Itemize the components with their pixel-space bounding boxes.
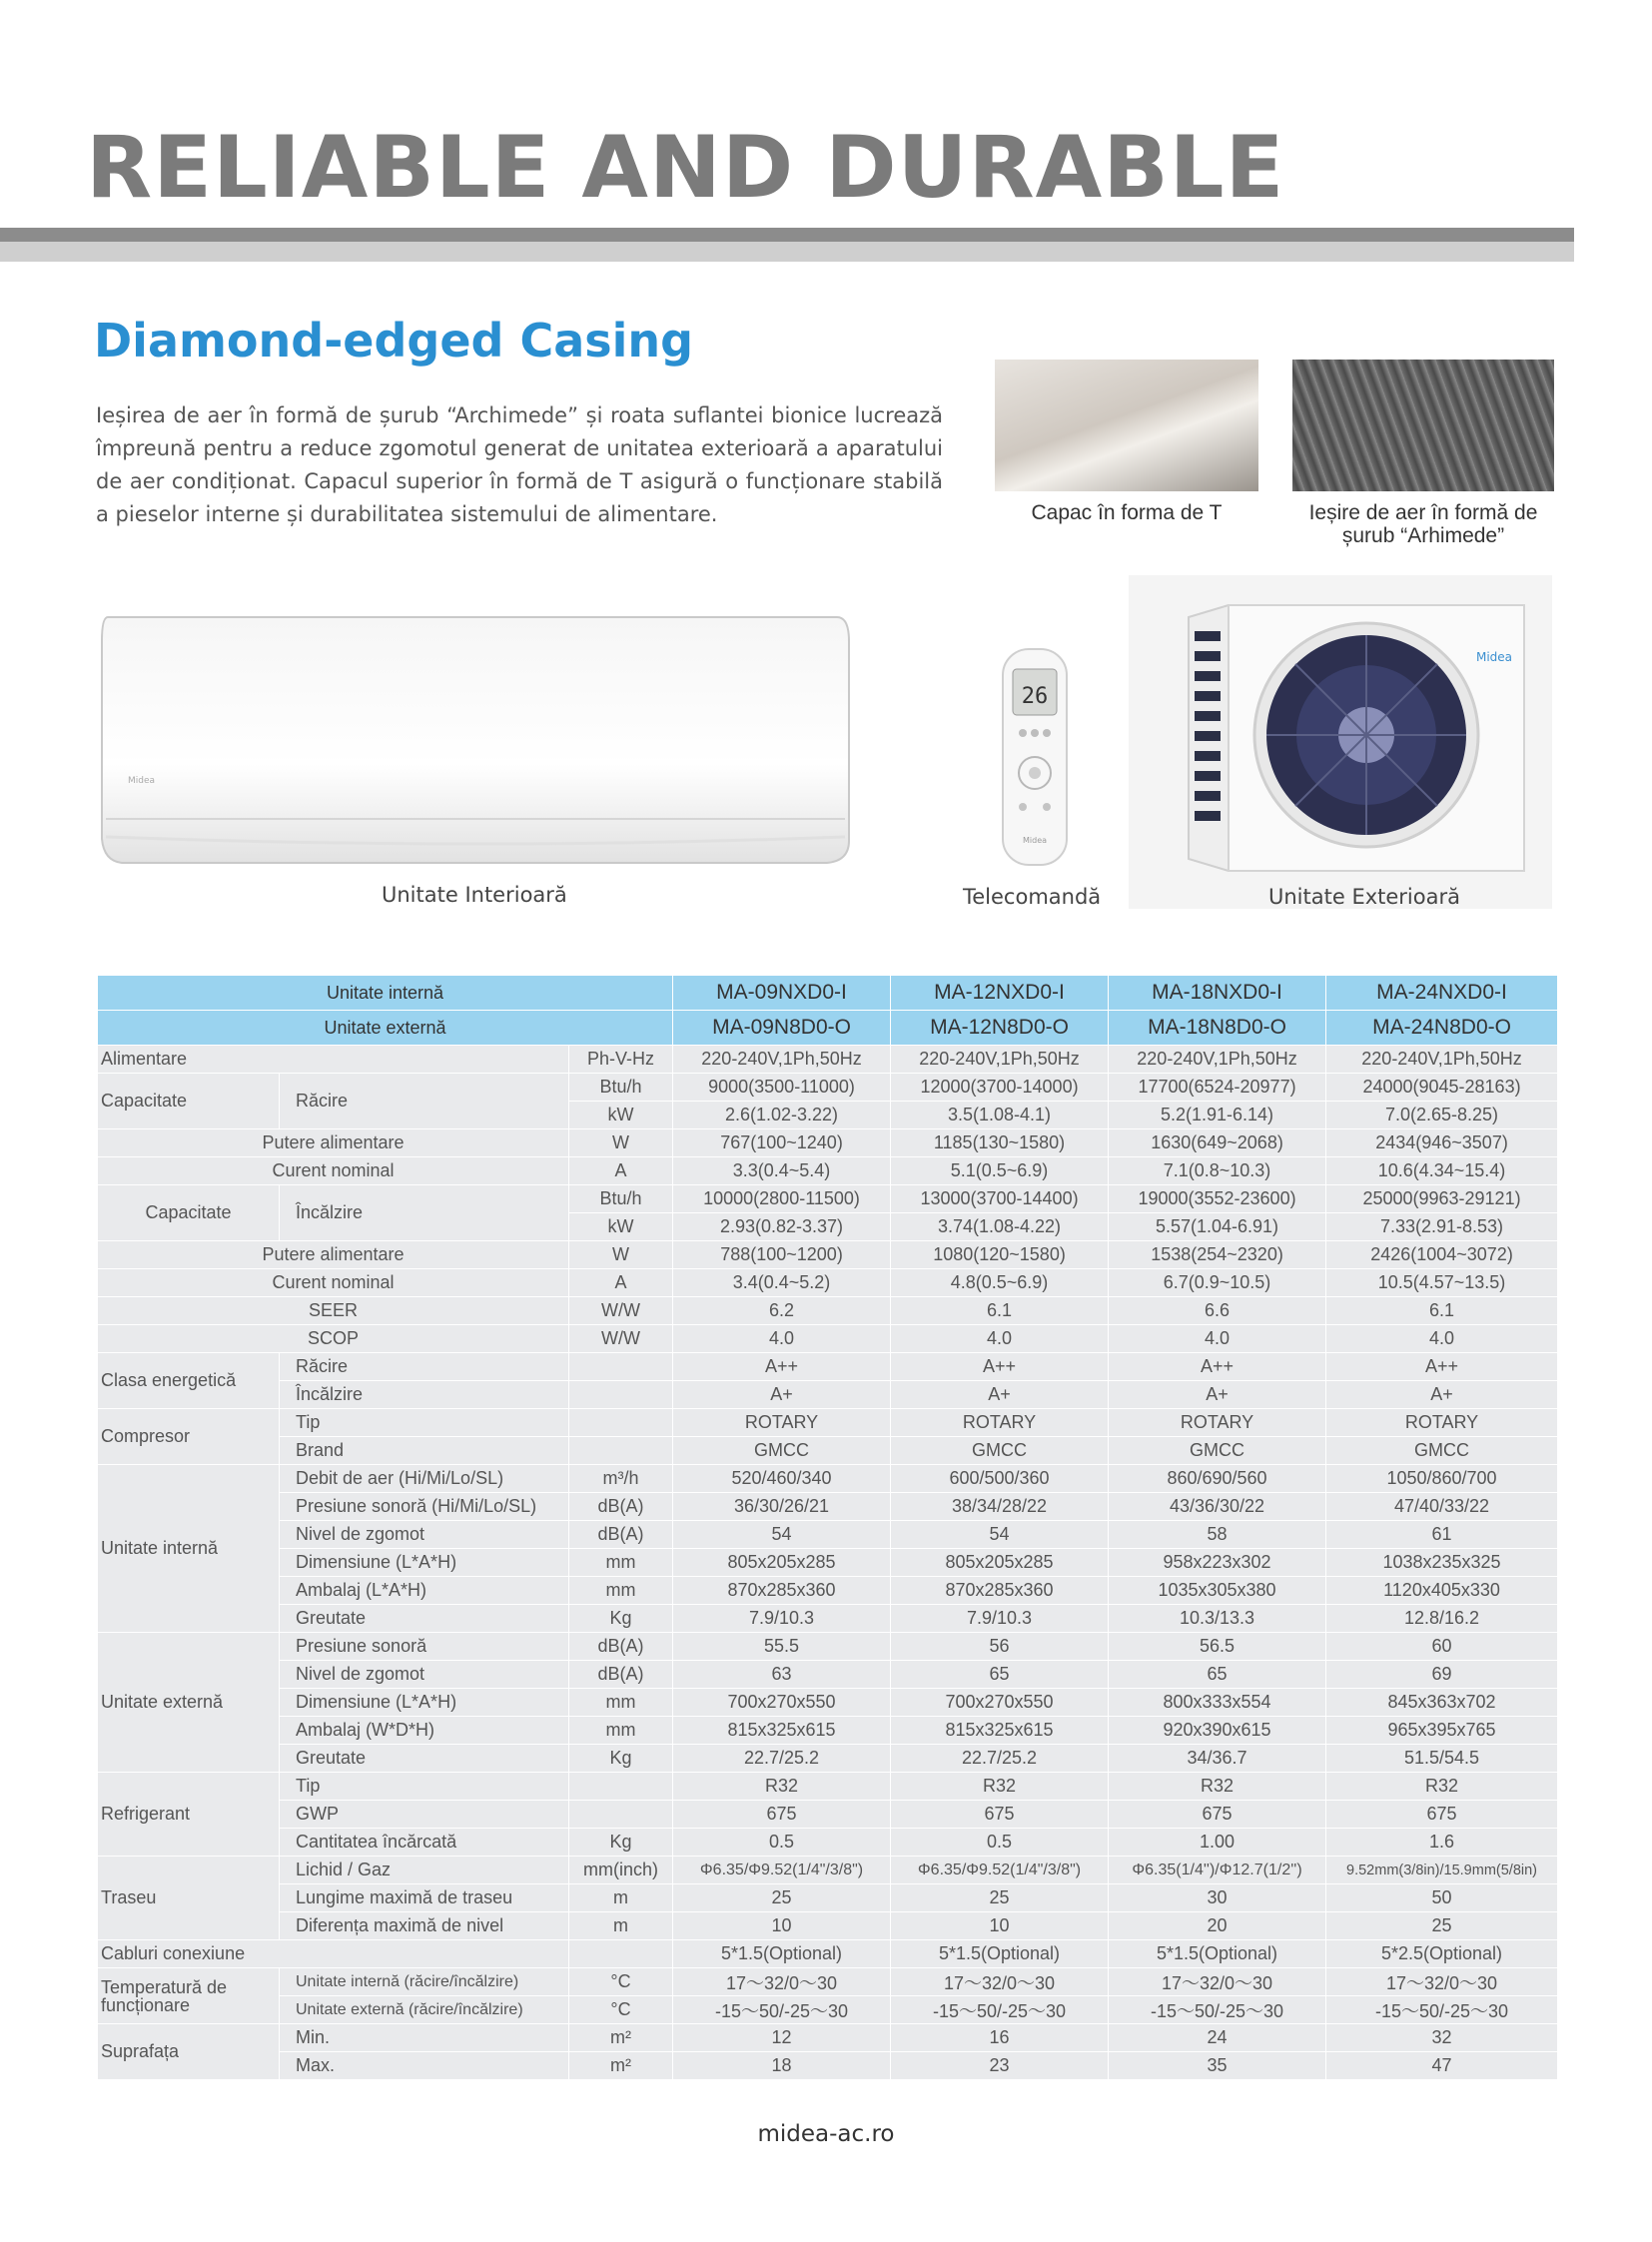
indoor-unit-label: Unitate Interioară <box>382 883 567 907</box>
model-cell: MA-12NXD0-I <box>891 976 1109 1011</box>
category-label: Capacitate <box>98 1185 280 1241</box>
value-cell: 7.0(2.65-8.25) <box>1326 1102 1558 1129</box>
table-row <box>98 1577 1558 1605</box>
value-cell: 7.9/10.3 <box>891 1605 1109 1633</box>
unit-cell: dB(A) <box>569 1493 673 1521</box>
table-row <box>98 1157 1558 1185</box>
unit-cell <box>569 1437 673 1465</box>
value-cell: 24000(9045-28163) <box>1326 1074 1558 1102</box>
value-cell: 13000(3700-14400) <box>891 1185 1109 1213</box>
svg-text:Midea: Midea <box>128 776 156 786</box>
sub-label: Ambalaj (W*D*H) <box>280 1717 569 1745</box>
sub-label: Tip <box>280 1409 569 1437</box>
value-cell: 6.2 <box>673 1297 891 1325</box>
unit-cell: °C <box>569 1996 673 2024</box>
row-label: Curent nominal <box>98 1269 569 1297</box>
unit-cell: kW <box>569 1102 673 1129</box>
unit-cell: kW <box>569 1213 673 1241</box>
value-cell: 9.52mm(3/8in)/15.9mm(5/8in) <box>1326 1857 1558 1884</box>
page-title: RELIABLE AND DURABLE <box>86 118 1285 218</box>
model-cell: MA-09NXD0-I <box>673 976 891 1011</box>
t-cover-photo <box>995 360 1258 491</box>
value-cell: 675 <box>673 1801 891 1829</box>
table-row <box>98 1269 1558 1297</box>
model-cell: MA-18NXD0-I <box>1109 976 1326 1011</box>
value-cell: 10.3/13.3 <box>1109 1605 1326 1633</box>
unit-cell: mm <box>569 1577 673 1605</box>
sub-label: Debit de aer (Hi/Mi/Lo/SL) <box>280 1465 569 1493</box>
table-row <box>98 1437 1558 1465</box>
value-cell: A+ <box>1326 1381 1558 1409</box>
value-cell: 17～32/0～30 <box>1326 1968 1558 1996</box>
value-cell: 16 <box>891 2024 1109 2052</box>
sub-label: Min. <box>280 2024 569 2052</box>
value-cell: 10.6(4.34~15.4) <box>1326 1157 1558 1185</box>
table-row <box>98 1129 1558 1157</box>
value-cell: 845x363x702 <box>1326 1689 1558 1717</box>
unit-cell: W/W <box>569 1297 673 1325</box>
row-label: Putere alimentare <box>98 1129 569 1157</box>
sub-label: Nivel de zgomot <box>280 1661 569 1689</box>
value-cell: 6.1 <box>891 1297 1109 1325</box>
value-cell: 36/30/26/21 <box>673 1493 891 1521</box>
value-cell: 7.1(0.8~10.3) <box>1109 1157 1326 1185</box>
value-cell: 25 <box>1326 1912 1558 1940</box>
value-cell: 9000(3500-11000) <box>673 1074 891 1102</box>
value-cell: 965x395x765 <box>1326 1717 1558 1745</box>
value-cell: 675 <box>891 1801 1109 1829</box>
svg-text:Midea: Midea <box>1022 836 1048 845</box>
unit-cell <box>569 1409 673 1437</box>
value-cell: 4.0 <box>891 1325 1109 1353</box>
value-cell: 767(100~1240) <box>673 1129 891 1157</box>
value-cell: 4.0 <box>1326 1325 1558 1353</box>
sub-label: Presiune sonoră (Hi/Mi/Lo/SL) <box>280 1493 569 1521</box>
sub-label: Greutate <box>280 1745 569 1773</box>
value-cell: 54 <box>673 1521 891 1549</box>
table-row <box>98 1409 1558 1437</box>
category-label: Refrigerant <box>98 1773 280 1857</box>
value-cell: A++ <box>1326 1353 1558 1381</box>
unit-cell: Btu/h <box>569 1074 673 1102</box>
value-cell: 24 <box>1109 2024 1326 2052</box>
category-label: Unitate internă <box>98 1465 280 1633</box>
value-cell: 805x205x285 <box>891 1549 1109 1577</box>
unit-cell <box>569 1353 673 1381</box>
unit-cell: m² <box>569 2052 673 2080</box>
value-cell: GMCC <box>1109 1437 1326 1465</box>
value-cell: 23 <box>891 2052 1109 2080</box>
value-cell: ROTARY <box>891 1409 1109 1437</box>
value-cell: ROTARY <box>1109 1409 1326 1437</box>
model-cell: MA-24N8D0-O <box>1326 1011 1558 1046</box>
unit-cell: mm <box>569 1549 673 1577</box>
value-cell: 50 <box>1326 1884 1558 1912</box>
value-cell: 12 <box>673 2024 891 2052</box>
value-cell: 12.8/16.2 <box>1326 1605 1558 1633</box>
model-cell: MA-12N8D0-O <box>891 1011 1109 1046</box>
value-cell: 25 <box>673 1884 891 1912</box>
value-cell: 47/40/33/22 <box>1326 1493 1558 1521</box>
value-cell: 3.3(0.4~5.4) <box>673 1157 891 1185</box>
row-label: Curent nominal <box>98 1157 569 1185</box>
value-cell: 10000(2800-11500) <box>673 1185 891 1213</box>
value-cell: 17700(6524-20977) <box>1109 1074 1326 1102</box>
sub-label: Cantitatea încărcată <box>280 1829 569 1857</box>
value-cell: 65 <box>891 1661 1109 1689</box>
unit-cell: m <box>569 1884 673 1912</box>
table-row <box>98 1689 1558 1717</box>
value-cell: 10 <box>891 1912 1109 1940</box>
table-row <box>98 1829 1558 1857</box>
value-cell: -15～50/-25～30 <box>891 1996 1109 2024</box>
value-cell: 7.33(2.91-8.53) <box>1326 1213 1558 1241</box>
value-cell: 5*1.5(Optional) <box>673 1940 891 1968</box>
table-row <box>98 1940 1558 1968</box>
sub-label: Răcire <box>280 1074 569 1129</box>
value-cell: 4.0 <box>1109 1325 1326 1353</box>
sub-label: Max. <box>280 2052 569 2080</box>
table-row <box>98 1717 1558 1745</box>
table-row <box>98 1465 1558 1493</box>
value-cell: 17～32/0～30 <box>1109 1968 1326 1996</box>
value-cell: 18 <box>673 2052 891 2080</box>
value-cell: GMCC <box>673 1437 891 1465</box>
section-title: Diamond-edged Casing <box>94 314 694 368</box>
value-cell: 5.2(1.91-6.14) <box>1109 1102 1326 1129</box>
unit-cell: Kg <box>569 1605 673 1633</box>
row-label: Alimentare <box>98 1046 569 1074</box>
table-row <box>98 1801 1558 1829</box>
value-cell: 1630(649~2068) <box>1109 1129 1326 1157</box>
value-cell: R32 <box>673 1773 891 1801</box>
category-label: Compresor <box>98 1409 280 1465</box>
value-cell: 0.5 <box>673 1829 891 1857</box>
sub-label: Presiune sonoră <box>280 1633 569 1661</box>
value-cell: 25 <box>891 1884 1109 1912</box>
table-row <box>98 2024 1558 2052</box>
value-cell: GMCC <box>1326 1437 1558 1465</box>
table-row <box>98 1968 1558 1996</box>
table-row <box>98 1605 1558 1633</box>
value-cell: 51.5/54.5 <box>1326 1745 1558 1773</box>
value-cell: 20 <box>1109 1912 1326 1940</box>
value-cell: 1.00 <box>1109 1829 1326 1857</box>
category-label: Clasa energetică <box>98 1353 280 1409</box>
title-underline-bar <box>0 228 1574 262</box>
value-cell: 5*1.5(Optional) <box>1109 1940 1326 1968</box>
value-cell: 56.5 <box>1109 1633 1326 1661</box>
value-cell: 47 <box>1326 2052 1558 2080</box>
value-cell: 43/36/30/22 <box>1109 1493 1326 1521</box>
value-cell: 2434(946~3507) <box>1326 1129 1558 1157</box>
value-cell: 220-240V,1Ph,50Hz <box>673 1046 891 1074</box>
category-label: Unitate externă <box>98 1633 280 1773</box>
value-cell: 61 <box>1326 1521 1558 1549</box>
table-row <box>98 1297 1558 1325</box>
value-cell: 220-240V,1Ph,50Hz <box>891 1046 1109 1074</box>
value-cell: 5*1.5(Optional) <box>891 1940 1109 1968</box>
value-cell: 3.5(1.08-4.1) <box>891 1102 1109 1129</box>
value-cell: 1185(130~1580) <box>891 1129 1109 1157</box>
value-cell: 19000(3552-23600) <box>1109 1185 1326 1213</box>
sub-label: GWP <box>280 1801 569 1829</box>
value-cell: 6.7(0.9~10.5) <box>1109 1269 1326 1297</box>
value-cell: 220-240V,1Ph,50Hz <box>1109 1046 1326 1074</box>
unit-cell: m³/h <box>569 1465 673 1493</box>
sub-label: Tip <box>280 1773 569 1801</box>
value-cell: 4.8(0.5~6.9) <box>891 1269 1109 1297</box>
value-cell: R32 <box>1109 1773 1326 1801</box>
value-cell: 2.6(1.02-3.22) <box>673 1102 891 1129</box>
value-cell: R32 <box>1326 1773 1558 1801</box>
value-cell: 25000(9963-29121) <box>1326 1185 1558 1213</box>
value-cell: 3.4(0.4~5.2) <box>673 1269 891 1297</box>
unit-cell: mm <box>569 1689 673 1717</box>
value-cell: 675 <box>1109 1801 1326 1829</box>
value-cell: 56 <box>891 1633 1109 1661</box>
category-label: Traseu <box>98 1857 280 1940</box>
table-row <box>98 1381 1558 1409</box>
value-cell: ROTARY <box>673 1409 891 1437</box>
intro-paragraph: Ieșirea de aer în formă de șurub “Archimede” și roata suflantei bionice lucrează împreună pentru a reduce zgomotul generat de unitatea exterioară a aparatului de aer condiționat. Capacul superior în formă de T asigură o funcționare stabilă a pieselor interne și durabilitatea sistemului de alimentare. <box>96 403 943 526</box>
value-cell: 12000(3700-14000) <box>891 1074 1109 1102</box>
remote-label: Telecomandă <box>963 885 1102 909</box>
value-cell: 220-240V,1Ph,50Hz <box>1326 1046 1558 1074</box>
value-cell: 815x325x615 <box>891 1717 1109 1745</box>
value-cell: 22.7/25.2 <box>673 1745 891 1773</box>
sub-label: Dimensiune (L*A*H) <box>280 1549 569 1577</box>
value-cell: 6.1 <box>1326 1297 1558 1325</box>
spec-table <box>97 975 1558 2080</box>
value-cell: ROTARY <box>1326 1409 1558 1437</box>
table-row <box>98 1912 1558 1940</box>
value-cell: 860/690/560 <box>1109 1465 1326 1493</box>
sub-label: Ambalaj (L*A*H) <box>280 1577 569 1605</box>
value-cell: 2426(1004~3072) <box>1326 1241 1558 1269</box>
value-cell: 1050/860/700 <box>1326 1465 1558 1493</box>
value-cell: R32 <box>891 1773 1109 1801</box>
table-row <box>98 1633 1558 1661</box>
unit-cell: Ph-V-Hz <box>569 1046 673 1074</box>
table-row <box>98 1773 1558 1801</box>
value-cell: 10.5(4.57~13.5) <box>1326 1269 1558 1297</box>
value-cell: 520/460/340 <box>673 1465 891 1493</box>
value-cell: 32 <box>1326 2024 1558 2052</box>
sub-label: Răcire <box>280 1353 569 1381</box>
unit-cell: Btu/h <box>569 1185 673 1213</box>
unit-cell: Kg <box>569 1745 673 1773</box>
unit-cell: mm(inch) <box>569 1857 673 1884</box>
value-cell: -15～50/-25～30 <box>673 1996 891 2024</box>
outdoor-unit-label: Unitate Exterioară <box>1268 885 1460 909</box>
unit-cell: Kg <box>569 1829 673 1857</box>
value-cell: 7.9/10.3 <box>673 1605 891 1633</box>
unit-cell: dB(A) <box>569 1661 673 1689</box>
table-row <box>98 1745 1558 1773</box>
value-cell: 54 <box>891 1521 1109 1549</box>
row-label: SCOP <box>98 1325 569 1353</box>
value-cell: 55.5 <box>673 1633 891 1661</box>
value-cell: A+ <box>1109 1381 1326 1409</box>
category-label: Capacitate <box>98 1074 280 1129</box>
sub-label: Brand <box>280 1437 569 1465</box>
table-row <box>98 1241 1558 1269</box>
value-cell: A+ <box>891 1381 1109 1409</box>
value-cell: 1538(254~2320) <box>1109 1241 1326 1269</box>
table-row <box>98 1185 1558 1213</box>
value-cell: 65 <box>1109 1661 1326 1689</box>
value-cell: 1120x405x330 <box>1326 1577 1558 1605</box>
table-row <box>98 1046 1558 1074</box>
value-cell: 0.5 <box>891 1829 1109 1857</box>
value-cell: 4.0 <box>673 1325 891 1353</box>
header-indoor-label: Unitate internă <box>98 976 673 1011</box>
t-cover-caption: Capac în forma de T <box>1031 501 1223 524</box>
unit-cell: W <box>569 1129 673 1157</box>
value-cell: 38/34/28/22 <box>891 1493 1109 1521</box>
value-cell: 958x223x302 <box>1109 1549 1326 1577</box>
value-cell: Φ6.35(1/4'')/Φ12.7(1/2'') <box>1109 1857 1326 1884</box>
model-cell: MA-24NXD0-I <box>1326 976 1558 1011</box>
unit-cell: dB(A) <box>569 1521 673 1549</box>
value-cell: 2.93(0.82-3.37) <box>673 1213 891 1241</box>
table-row <box>98 1661 1558 1689</box>
unit-cell: W <box>569 1241 673 1269</box>
value-cell: 1035x305x380 <box>1109 1577 1326 1605</box>
unit-cell <box>569 1940 673 1968</box>
indoor-unit-image <box>98 611 851 867</box>
value-cell: 63 <box>673 1661 891 1689</box>
value-cell: A++ <box>891 1353 1109 1381</box>
value-cell: -15～50/-25～30 <box>1109 1996 1326 2024</box>
value-cell: 6.6 <box>1109 1297 1326 1325</box>
value-cell: 700x270x550 <box>891 1689 1109 1717</box>
row-label: Putere alimentare <box>98 1241 569 1269</box>
value-cell: Φ6.35/Φ9.52(1/4"/3/8") <box>673 1857 891 1884</box>
value-cell: 675 <box>1326 1801 1558 1829</box>
value-cell: GMCC <box>891 1437 1109 1465</box>
value-cell: 22.7/25.2 <box>891 1745 1109 1773</box>
value-cell: 58 <box>1109 1521 1326 1549</box>
fan-outlet-photo <box>1292 360 1554 491</box>
sub-label: Încălzire <box>280 1185 569 1241</box>
unit-cell: mm <box>569 1717 673 1745</box>
table-row <box>98 1325 1558 1353</box>
value-cell: 1.6 <box>1326 1829 1558 1857</box>
unit-cell: W/W <box>569 1325 673 1353</box>
value-cell: Φ6.35/Φ9.52(1/4"/3/8") <box>891 1857 1109 1884</box>
value-cell: -15～50/-25～30 <box>1326 1996 1558 2024</box>
value-cell: 805x205x285 <box>673 1549 891 1577</box>
table-row <box>98 1857 1558 1884</box>
value-cell: 30 <box>1109 1884 1326 1912</box>
fan-outlet-caption: Ieșire de aer în formă de șurub “Arhimede” <box>1308 501 1538 547</box>
unit-cell: A <box>569 1157 673 1185</box>
sub-label: Unitate internă (răcire/încălzire) <box>280 1968 569 1996</box>
value-cell: 600/500/360 <box>891 1465 1109 1493</box>
value-cell: 10 <box>673 1912 891 1940</box>
value-cell: 34/36.7 <box>1109 1745 1326 1773</box>
table-row <box>98 1074 1558 1102</box>
table-row <box>98 1493 1558 1521</box>
svg-text:Midea: Midea <box>1475 650 1513 664</box>
value-cell: 1080(120~1580) <box>891 1241 1109 1269</box>
value-cell: A++ <box>1109 1353 1326 1381</box>
category-label: Suprafața <box>98 2024 280 2080</box>
value-cell: 17～32/0～30 <box>891 1968 1109 1996</box>
table-row <box>98 1884 1558 1912</box>
value-cell: 788(100~1200) <box>673 1241 891 1269</box>
table-row <box>98 1549 1558 1577</box>
sub-label: Lungime maximă de traseu <box>280 1884 569 1912</box>
value-cell: 700x270x550 <box>673 1689 891 1717</box>
spec-body <box>98 1046 1558 2080</box>
sub-label: Încălzire <box>280 1381 569 1409</box>
sub-label: Unitate externă (răcire/încălzire) <box>280 1996 569 2024</box>
value-cell: A+ <box>673 1381 891 1409</box>
unit-cell: dB(A) <box>569 1633 673 1661</box>
table-row <box>98 1521 1558 1549</box>
remote-control-image <box>1001 647 1069 867</box>
value-cell: A++ <box>673 1353 891 1381</box>
value-cell: 35 <box>1109 2052 1326 2080</box>
table-row <box>98 1996 1558 2024</box>
row-label: SEER <box>98 1297 569 1325</box>
table-row <box>98 2052 1558 2080</box>
value-cell: 1038x235x325 <box>1326 1549 1558 1577</box>
model-cell: MA-09N8D0-O <box>673 1011 891 1046</box>
spec-header-row <box>98 1011 1558 1046</box>
remote-display-text: 26 <box>1021 684 1049 709</box>
value-cell: 870x285x360 <box>673 1577 891 1605</box>
sub-label: Diferența maximă de nivel <box>280 1912 569 1940</box>
value-cell: 5.1(0.5~6.9) <box>891 1157 1109 1185</box>
outdoor-unit-image <box>1129 575 1552 909</box>
model-cell: MA-18N8D0-O <box>1109 1011 1326 1046</box>
row-label: Cabluri conexiune <box>98 1940 569 1968</box>
value-cell: 5.57(1.04-6.91) <box>1109 1213 1326 1241</box>
unit-cell: °C <box>569 1968 673 1996</box>
footer-url: midea-ac.ro <box>757 2121 895 2147</box>
unit-cell: m² <box>569 2024 673 2052</box>
unit-cell <box>569 1801 673 1829</box>
value-cell: 17～32/0～30 <box>673 1968 891 1996</box>
sub-label: Nivel de zgomot <box>280 1521 569 1549</box>
category-label: Temperatură de funcționare <box>98 1968 280 2024</box>
table-row <box>98 1353 1558 1381</box>
value-cell: 69 <box>1326 1661 1558 1689</box>
value-cell: 800x333x554 <box>1109 1689 1326 1717</box>
value-cell: 5*2.5(Optional) <box>1326 1940 1558 1968</box>
unit-cell <box>569 1381 673 1409</box>
value-cell: 815x325x615 <box>673 1717 891 1745</box>
value-cell: 3.74(1.08-4.22) <box>891 1213 1109 1241</box>
value-cell: 920x390x615 <box>1109 1717 1326 1745</box>
sub-label: Lichid / Gaz <box>280 1857 569 1884</box>
unit-cell: m <box>569 1912 673 1940</box>
header-outdoor-label: Unitate externă <box>98 1011 673 1046</box>
value-cell: 870x285x360 <box>891 1577 1109 1605</box>
sub-label: Greutate <box>280 1605 569 1633</box>
spec-header-row <box>98 976 1558 1011</box>
unit-cell <box>569 1773 673 1801</box>
unit-cell: A <box>569 1269 673 1297</box>
sub-label: Dimensiune (L*A*H) <box>280 1689 569 1717</box>
value-cell: 60 <box>1326 1633 1558 1661</box>
